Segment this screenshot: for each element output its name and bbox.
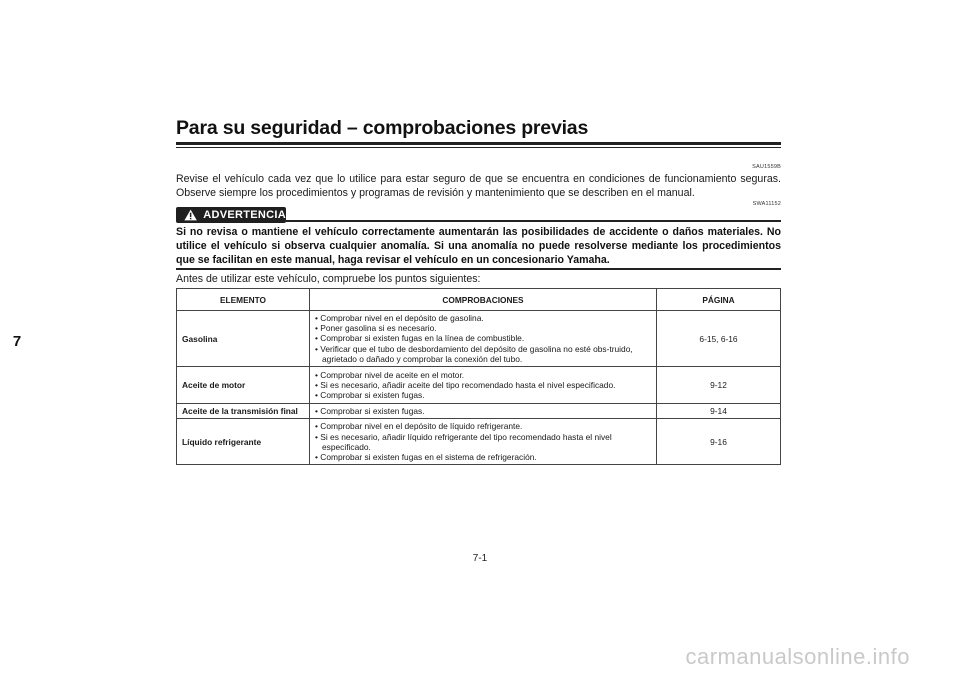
warning-rule [286,220,781,222]
check-item: • Si es necesario, añadir aceite del tipo recomendado hasta el nivel especificado. [315,380,651,390]
check-item: • Comprobar nivel en el depósito de líquido refrigerante. [315,421,651,431]
warning-bottom-rule [176,268,781,270]
page-title: Para su seguridad – comprobaciones previas [176,117,589,139]
check-item: • Verificar que el tubo de desbordamiento del depósito de gasolina no esté obs-truido, agrietado o dañado y comprobar la conexión del tubo. [315,344,651,364]
title-rule-thin [176,147,781,148]
warning-code: SWA11152 [752,201,781,207]
table-row [177,404,781,419]
intro-paragraph: Revise el vehículo cada vez que lo utilice para estar seguro de que se encuentra en condiciones de funcionamiento seguras. Observe siempre los procedimientos y programas de revisión y mantenimiento que se describen en el manual. [176,173,781,199]
warning-text: Si no revisa o mantiene el vehículo correctamente aumentarán las posibilidades de accidente o daños materiales. No utilice el vehículo si observa cualquier anomalía. Si una anomalía no puede resolverse mediante los procedimientos que se facilitan en este manual, haga revisar el vehículo en un concesionario Yamaha. [176,226,781,266]
check-item: • Poner gasolina si es necesario. [315,323,651,333]
row-item-liquido-refrigerante: Líquido refrigerante [177,419,310,465]
title-rule [176,142,781,145]
row-checks [310,404,657,419]
warning-header [176,207,781,223]
column-header-item: ELEMENTO [177,289,310,311]
row-checks [310,367,657,404]
check-item: • Comprobar si existen fugas en la línea de combustible. [315,333,651,343]
warning-triangle-icon [184,208,197,222]
check-item: • Si es necesario, añadir líquido refrigerante del tipo recomendado hasta el nivel especificado. [315,432,651,452]
check-item: • Comprobar nivel de aceite en el motor. [315,370,651,380]
chapter-tab: 7 [0,323,34,359]
checks-table [176,288,781,465]
watermark: carmanualsonline.info [685,644,910,669]
check-item: • Comprobar si existen fugas en el sistema de refrigeración. [315,452,651,462]
row-item-aceite-transmision: Aceite de la transmisión final [177,404,310,419]
row-pages: 9-16 [657,419,781,465]
table-row [177,419,781,465]
row-pages: 9-12 [657,367,781,404]
check-item: • Comprobar si existen fugas. [315,390,651,400]
row-item-gasolina: Gasolina [177,311,310,367]
check-item: • Comprobar nivel en el depósito de gasolina. [315,313,651,323]
warning-badge [176,207,286,223]
table-header-row [177,289,781,311]
page-header [176,117,781,148]
intro-code: SAU1559B [752,164,781,170]
page-number: 7-1 [472,553,488,564]
check-item: • Comprobar si existen fugas. [315,406,651,416]
column-header-pages: PÁGINA [657,289,781,311]
column-header-checks: COMPROBACIONES [310,289,657,311]
lead-text: Antes de utilizar este vehículo, compruebe los puntos siguientes: [176,273,481,285]
row-checks [310,419,657,465]
warning-label: ADVERTENCIA [203,209,286,221]
table-row [177,311,781,367]
row-item-aceite-motor: Aceite de motor [177,367,310,404]
row-pages: 9-14 [657,404,781,419]
table-row [177,367,781,404]
row-pages: 6-15, 6-16 [657,311,781,367]
row-checks [310,311,657,367]
